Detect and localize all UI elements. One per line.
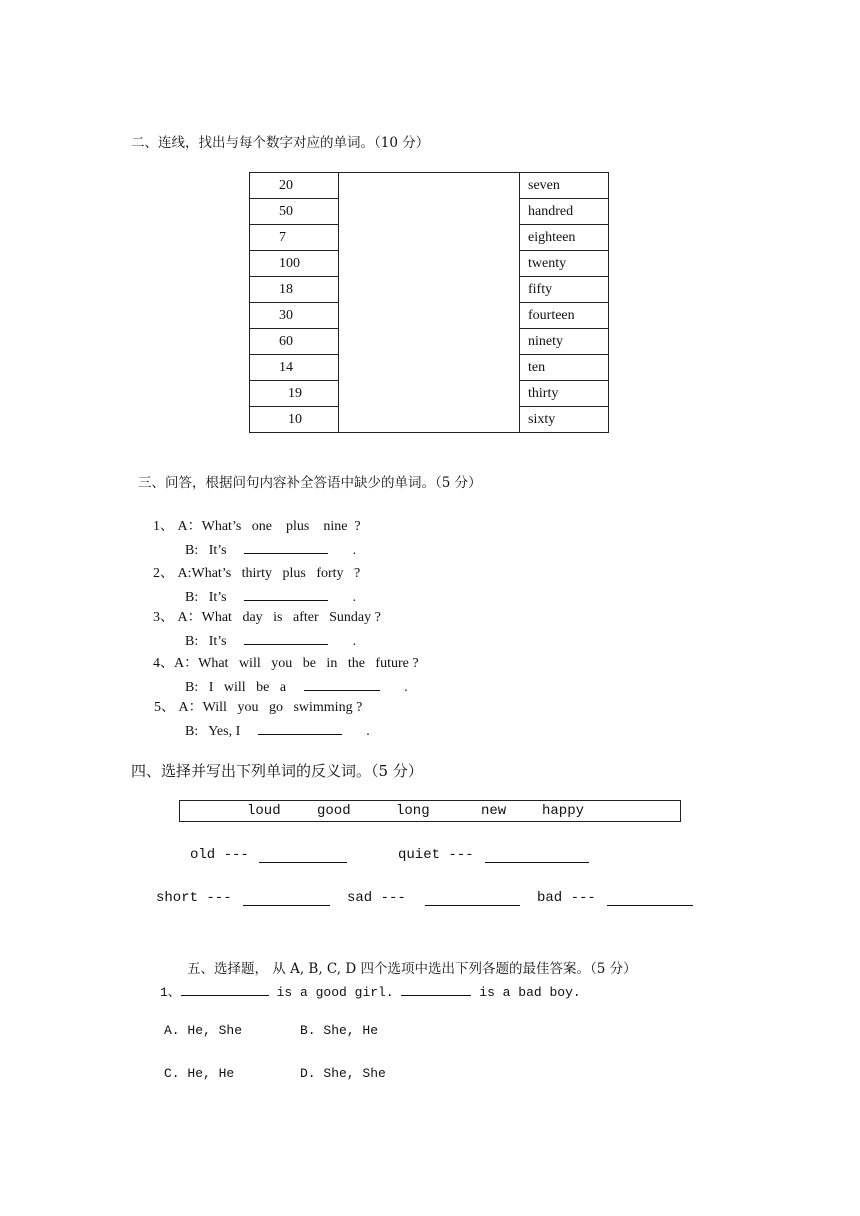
answer-end: .	[352, 634, 357, 649]
option-c[interactable]: C. He, He	[164, 1066, 235, 1081]
word-cell[interactable]: thirty	[520, 381, 609, 407]
word-bank-item: new	[481, 803, 507, 819]
option-d[interactable]: D. She, She	[300, 1066, 386, 1081]
qa-answer	[185, 539, 356, 559]
answer-label: B:	[185, 724, 199, 739]
answer-text: It’s	[208, 590, 227, 605]
answer-label: B:	[185, 634, 199, 649]
number-cell[interactable]: 60	[250, 329, 339, 355]
answer-end: .	[404, 680, 408, 695]
question-label: 5、 A：	[154, 700, 203, 715]
answer-end: .	[352, 543, 357, 558]
question-text: What’s one plus nine ?	[201, 519, 361, 534]
qa-question	[154, 696, 362, 716]
question-text: What day is after Sunday ?	[201, 610, 381, 625]
answer-blank[interactable]	[258, 720, 342, 735]
answer-blank[interactable]	[244, 539, 328, 554]
qa-answer	[185, 676, 408, 696]
number-cell[interactable]: 7	[250, 225, 339, 251]
answer-blank[interactable]	[243, 905, 330, 906]
section4-title: 四、选择并写出下列单词的反义词。（5 分）	[131, 762, 423, 780]
answer-blank[interactable]	[425, 905, 520, 906]
section5-title: 五、选择题， 从 A, B, C, D 四个选项中选出下列各题的最佳答案。（5 分）	[187, 961, 637, 977]
qa-question	[153, 652, 419, 672]
answer-blank[interactable]	[259, 862, 347, 863]
qa-answer	[185, 630, 356, 650]
number-cell[interactable]: 19	[250, 381, 339, 407]
word-cell[interactable]: ten	[520, 355, 609, 381]
answer-blank[interactable]	[607, 905, 693, 906]
question-number: 1、	[160, 985, 181, 1000]
word-bank-box	[179, 800, 681, 822]
question-label: 1、 A：	[153, 519, 202, 534]
antonym-prompt: bad ---	[537, 890, 596, 906]
answer-label: B:	[185, 543, 199, 558]
matching-table	[249, 172, 609, 433]
answer-text: It’s	[208, 634, 227, 649]
antonym-prompt: quiet ---	[398, 847, 474, 863]
match-row	[250, 173, 609, 199]
word-cell[interactable]: twenty	[520, 251, 609, 277]
word-cell[interactable]: sixty	[520, 407, 609, 433]
option-a[interactable]: A. He, She	[164, 1023, 243, 1038]
answer-blank[interactable]	[244, 630, 328, 645]
word-cell[interactable]: handred	[520, 199, 609, 225]
number-cell[interactable]: 20	[250, 173, 339, 199]
number-cell[interactable]: 30	[250, 303, 339, 329]
question-text: What’s thirty plus forty ?	[191, 566, 361, 581]
antonym-prompt: sad ---	[347, 890, 406, 906]
answer-end: .	[352, 590, 357, 605]
answer-blank[interactable]	[244, 586, 328, 601]
antonym-prompt: short ---	[156, 890, 232, 906]
mc-question	[160, 981, 581, 1000]
answer-end: .	[366, 724, 370, 739]
answer-text: It’s	[208, 543, 227, 558]
answer-blank[interactable]	[485, 862, 589, 863]
qa-question	[153, 515, 361, 535]
option-b[interactable]: B. She, He	[300, 1023, 379, 1038]
word-bank-item: happy	[542, 803, 585, 819]
answer-blank[interactable]	[304, 676, 380, 691]
question-label: 2、 A:	[153, 566, 192, 581]
qa-answer	[185, 586, 356, 606]
answer-label: B:	[185, 590, 199, 605]
qa-answer	[185, 720, 370, 740]
section2-title: 二、连线，找出与每个数字对应的单词。（10 分）	[131, 135, 430, 151]
section3-title: 三、问答，根据问句内容补全答语中缺少的单词。（5 分）	[138, 475, 482, 491]
question-label: 3、 A：	[153, 610, 202, 625]
antonym-prompt: old ---	[190, 847, 249, 863]
answer-blank[interactable]	[401, 981, 471, 996]
word-cell[interactable]: seven	[520, 173, 609, 199]
word-bank-item: long	[396, 803, 430, 819]
question-text: is a good girl.	[276, 985, 394, 1000]
number-cell[interactable]: 14	[250, 355, 339, 381]
question-text: is a bad boy.	[479, 985, 581, 1000]
number-cell[interactable]: 50	[250, 199, 339, 225]
connect-area[interactable]	[339, 173, 520, 433]
word-cell[interactable]: ninety	[520, 329, 609, 355]
question-text: Will you go swimming ?	[202, 700, 363, 715]
word-bank-item: good	[317, 803, 351, 819]
answer-text: Yes, I	[208, 724, 241, 739]
answer-label: B:	[185, 680, 199, 695]
answer-blank[interactable]	[181, 981, 269, 996]
number-cell[interactable]: 10	[250, 407, 339, 433]
word-bank-item: loud	[247, 803, 281, 819]
word-cell[interactable]: fifty	[520, 277, 609, 303]
word-cell[interactable]: fourteen	[520, 303, 609, 329]
qa-question	[153, 606, 381, 626]
question-text: What will you be in the future ?	[198, 656, 419, 671]
number-cell[interactable]: 100	[250, 251, 339, 277]
number-cell[interactable]: 18	[250, 277, 339, 303]
question-label: 4、A：	[153, 656, 199, 671]
qa-question	[153, 562, 360, 582]
answer-text: I will be a	[208, 680, 287, 695]
word-cell[interactable]: eighteen	[520, 225, 609, 251]
